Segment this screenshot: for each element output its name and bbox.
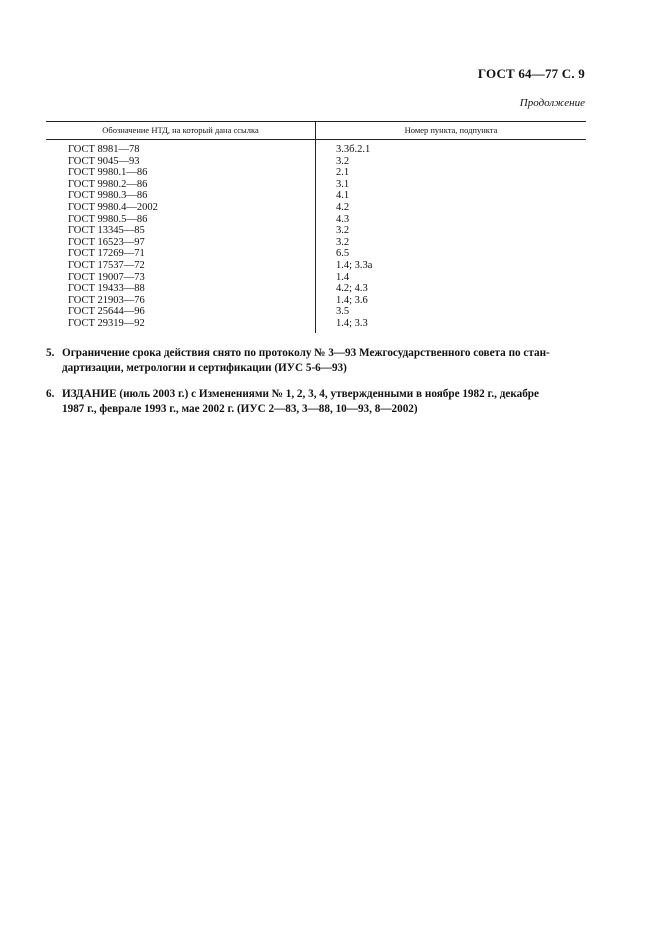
clause-number: 1.4; 3.6 [336,294,368,306]
note-number: 6. [46,388,55,400]
note-6 [46,387,586,417]
table-header [46,122,586,140]
clause-number: 3.3б.2.1 [336,144,371,155]
clause-number: 4.1 [336,190,350,202]
clause-number: 3.2 [336,225,350,237]
clause-number: 4.2 [336,201,350,213]
column-header-ntd: Обозначение НТД, на который дана ссылка [46,122,316,139]
ntd-designation: ГОСТ 29319—92 [68,317,145,329]
clause-number: 2.1 [336,167,350,179]
ntd-designation: ГОСТ 13345—85 [68,225,145,237]
continuation-label: Продолжение [519,97,585,109]
clause-number: 3.2 [336,155,350,167]
note-text-line: Ограничение срока действия снято по протоколу № 3—93 Межгосударственного совета по стан- [62,347,550,359]
ntd-designation: ГОСТ 9045—93 [68,155,140,167]
ntd-designation: ГОСТ 8981—78 [68,144,140,155]
ntd-designation: ГОСТ 17269—71 [68,248,145,260]
note-5 [46,346,586,376]
ntd-designation: ГОСТ 9980.1—86 [68,167,148,179]
note-text-line: ИЗДАНИЕ (июль 2003 г.) с Изменениями № 1, 2, 3, 4, утвержденными в ноябре 1982 г., декабре [62,388,539,400]
ntd-designation: ГОСТ 9980.2—86 [68,178,148,190]
table-body [46,140,586,333]
ntd-designation: ГОСТ 16523—97 [68,236,145,248]
document-reference: ГОСТ 64—77 С. 9 [477,66,585,81]
ntd-designation: ГОСТ 21903—76 [68,294,145,306]
ntd-designation: ГОСТ 9980.5—86 [68,213,148,225]
clause-number: 3.1 [336,178,350,190]
column-clause [316,140,586,333]
ntd-designation: ГОСТ 19007—73 [68,271,145,283]
ntd-designation: ГОСТ 9980.4—2002 [68,201,158,213]
column-header-clause: Номер пункта, подпункта [404,125,498,135]
ntd-designation: ГОСТ 17537—72 [68,259,145,271]
clause-number: 1.4; 3.3а [336,259,373,271]
ntd-designation: ГОСТ 25644—96 [68,306,145,318]
clause-number: 3.2 [336,236,350,248]
clause-number: 3.5 [336,306,350,318]
note-number: 5. [46,347,55,359]
ntd-designation: ГОСТ 9980.3—86 [68,190,148,202]
clause-number: 6.5 [336,248,350,260]
ntd-designation: ГОСТ 19433—88 [68,283,145,295]
note-text-line: дартизации, метрологии и сертификации (ИУС 5-6—93) [62,362,347,374]
references-table [46,121,586,333]
note-text-line: 1987 г., феврале 1993 г., мае 2002 г. (ИУС 2—83, 3—88, 10—93, 8—2002) [62,403,418,415]
clause-number: 1.4; 3.3 [336,317,368,329]
clause-number: 4.3 [336,213,350,225]
column-ntd [46,140,316,333]
clause-number: 1.4 [336,271,350,283]
clause-number: 4.2; 4.3 [336,283,368,295]
